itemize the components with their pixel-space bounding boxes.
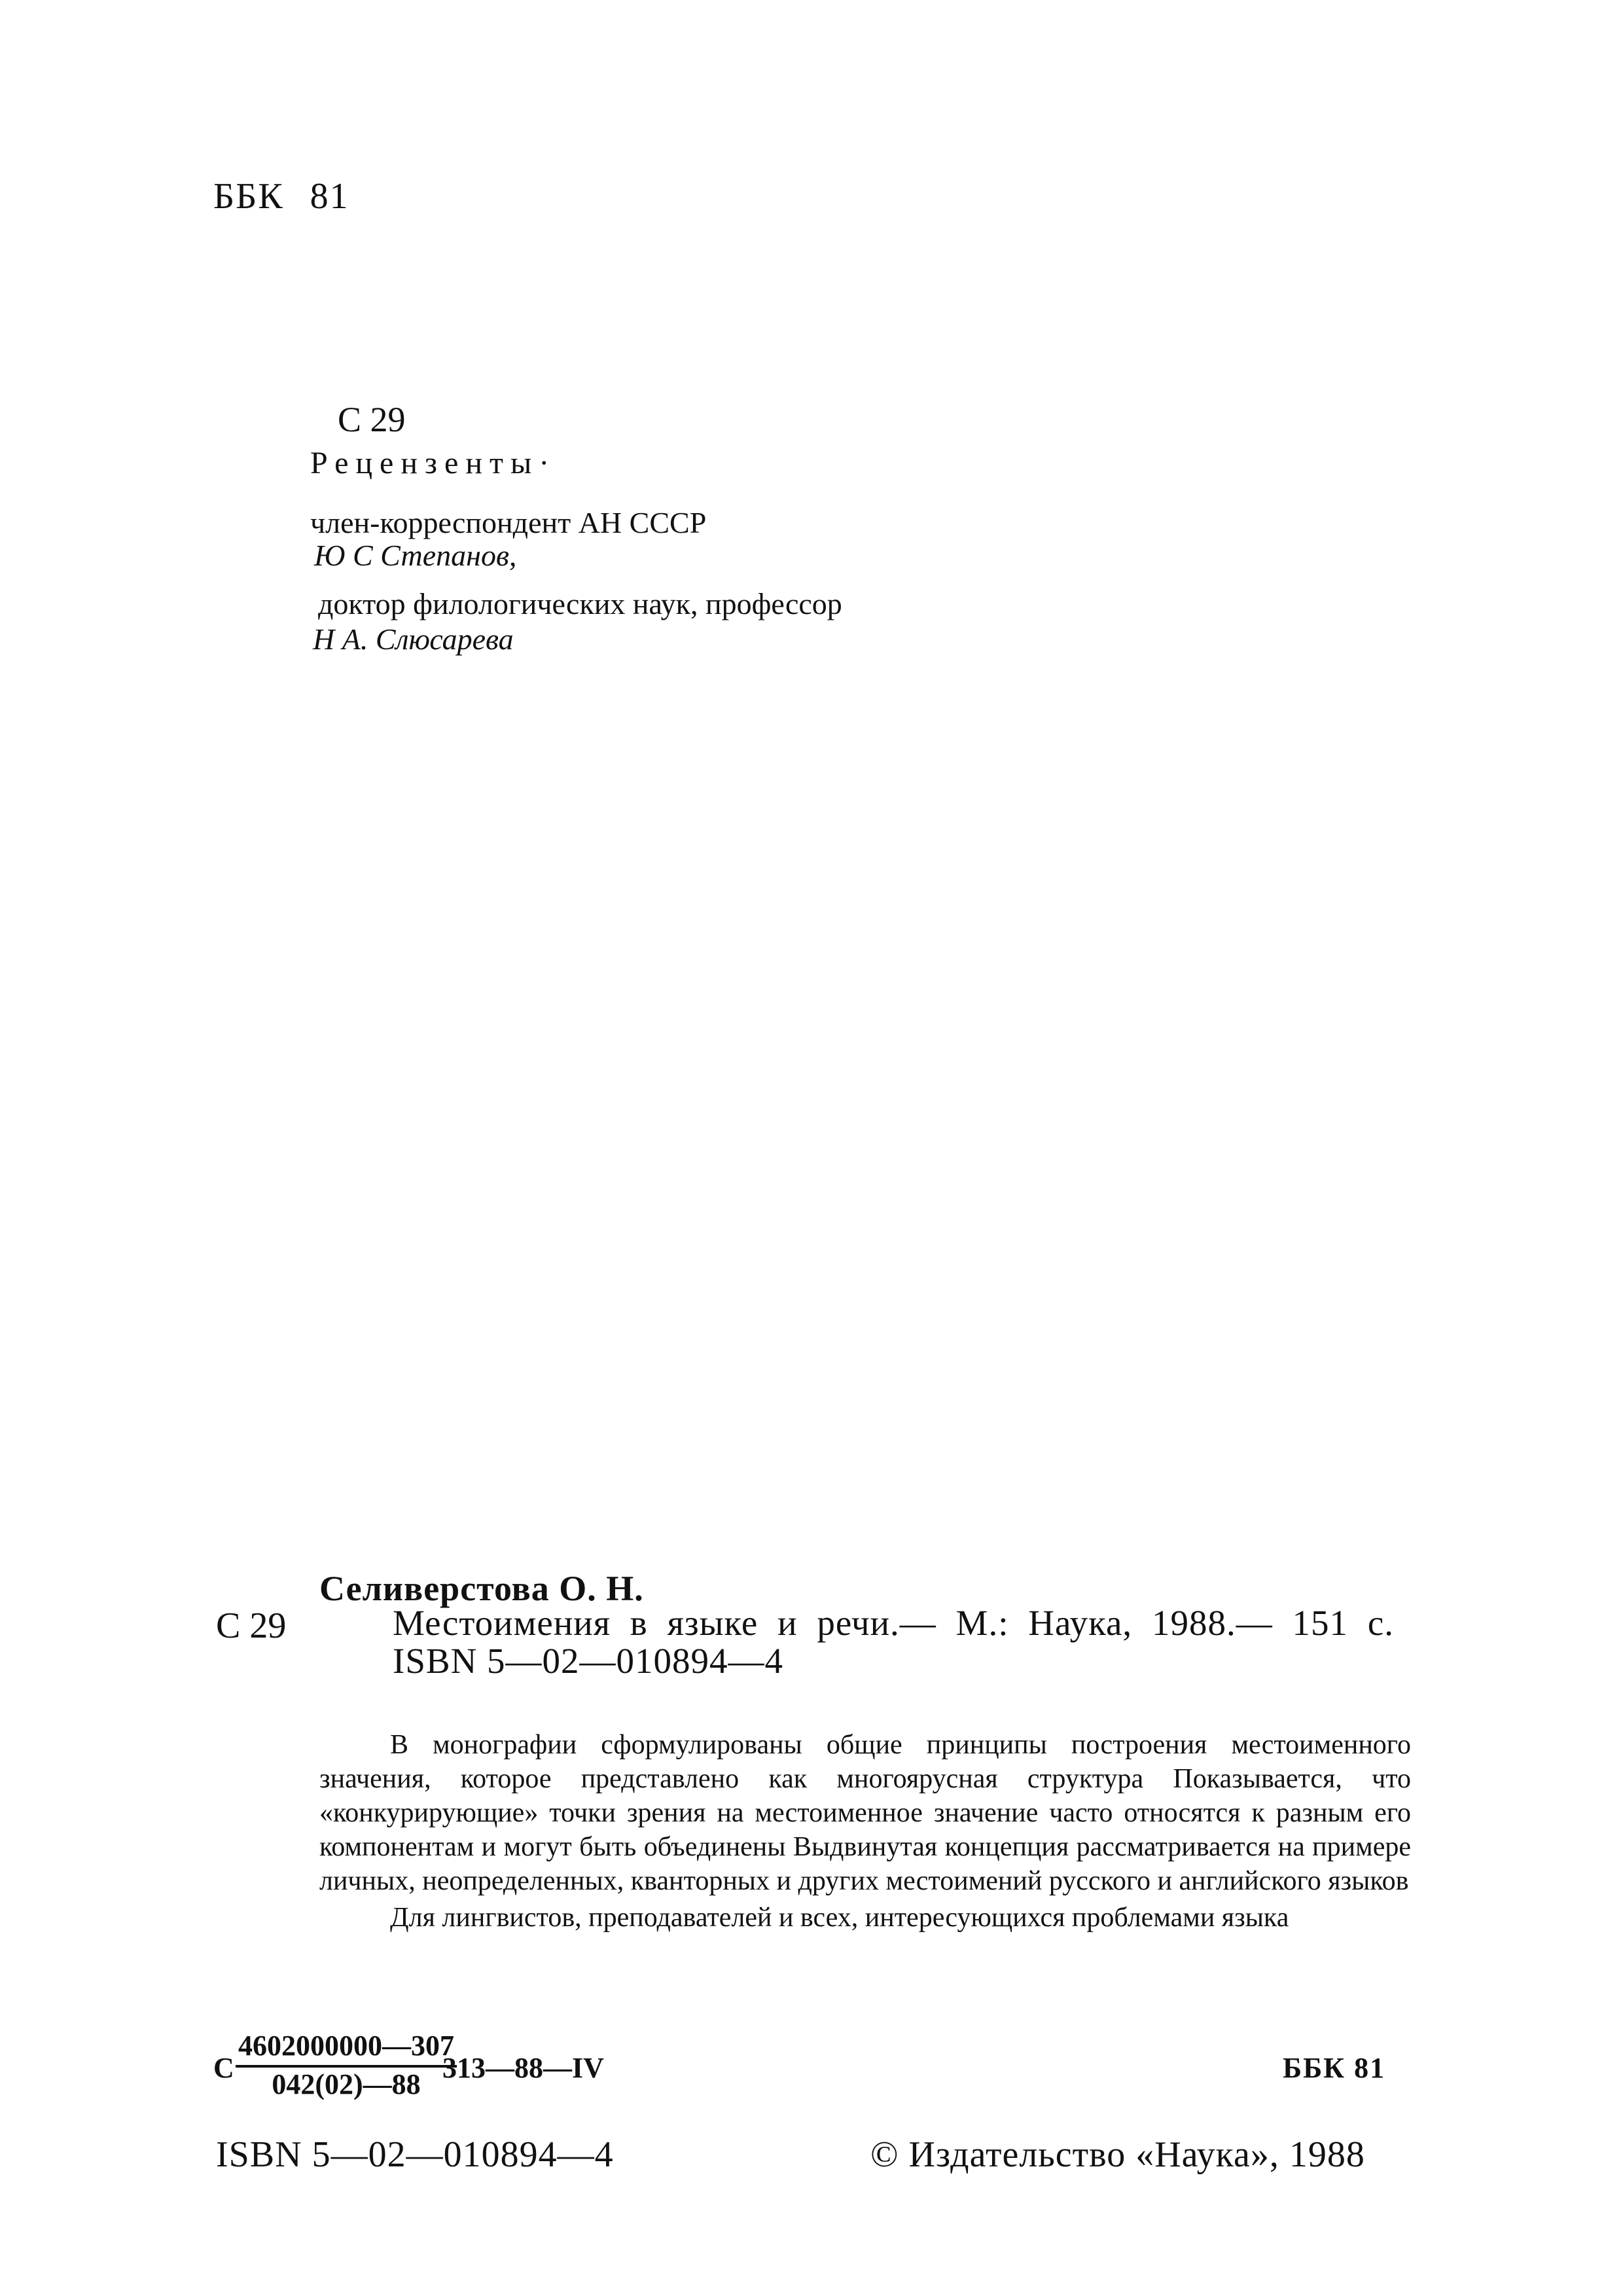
record-title-word: речи.— <box>817 1603 936 1643</box>
record-title-word: М.: <box>955 1603 1009 1643</box>
record-author: Селиверстова О. Н. <box>319 1569 644 1608</box>
bbk-classification-bottom: ББК 81 <box>1283 2052 1386 2084</box>
abstract <box>319 1728 1411 1935</box>
abstract-paragraph: Для лингвистов, преподавателей и всех, интересующихся проблемами языка <box>390 1903 1289 1933</box>
author-mark: С 29 <box>338 400 406 439</box>
record-title-word: языке <box>667 1603 758 1643</box>
record-title-word: Местоимения <box>393 1603 611 1643</box>
record-isbn: ISBN 5—02—010894—4 <box>393 1641 784 1681</box>
reviewer-2-role: доктор филологических наук, профессор <box>318 587 842 620</box>
abstract-paragraph: В монографии сформулированы общие принципы построения местоименного значения, которое представлено как многоярусная структура Показывается, что «конкурирующие» точки зрения на местоименное значение часто относятся к разным его компонентам и могут быть объединены Выдвинутая концепция рассматривается на примере личных, неопределенных, кванторных и других местоимений русского и английского языков <box>319 1730 1411 1896</box>
footer-isbn: ISBN 5—02—010894—4 <box>216 2134 614 2175</box>
record-title-word: с. <box>1367 1603 1394 1643</box>
publication-code-tail: 313—88—IV <box>442 2052 604 2084</box>
publication-code-denominator: 042(02)—88 <box>236 2065 457 2101</box>
publication-code-fraction <box>236 2029 457 2101</box>
record-title-word: 1988.— <box>1151 1603 1273 1643</box>
reviewers-heading: Рецензенты· <box>310 446 557 480</box>
record-author-mark: С 29 <box>216 1605 287 1646</box>
bbk-classification-top <box>213 175 349 217</box>
record-title-word: в <box>630 1603 648 1643</box>
reviewer-1-role: член-корреспондент АН СССР <box>310 506 707 539</box>
footer-copyright: © Издательство «Наука», 1988 <box>870 2134 1365 2175</box>
bbk-label: ББК <box>213 176 284 217</box>
bbk-value: 81 <box>310 176 349 217</box>
reviewer-1-name: Ю С Степанов, <box>314 539 517 572</box>
reviewer-2-name: Н А. Слюсарева <box>313 622 514 656</box>
record-title <box>393 1602 1394 1643</box>
publication-code-letter: С <box>213 2052 234 2084</box>
record-title-word: Наука, <box>1028 1603 1133 1643</box>
publication-code-numerator: 4602000000—307 <box>238 2030 454 2062</box>
record-title-word: 151 <box>1292 1603 1349 1643</box>
record-title-word: и <box>777 1603 798 1643</box>
